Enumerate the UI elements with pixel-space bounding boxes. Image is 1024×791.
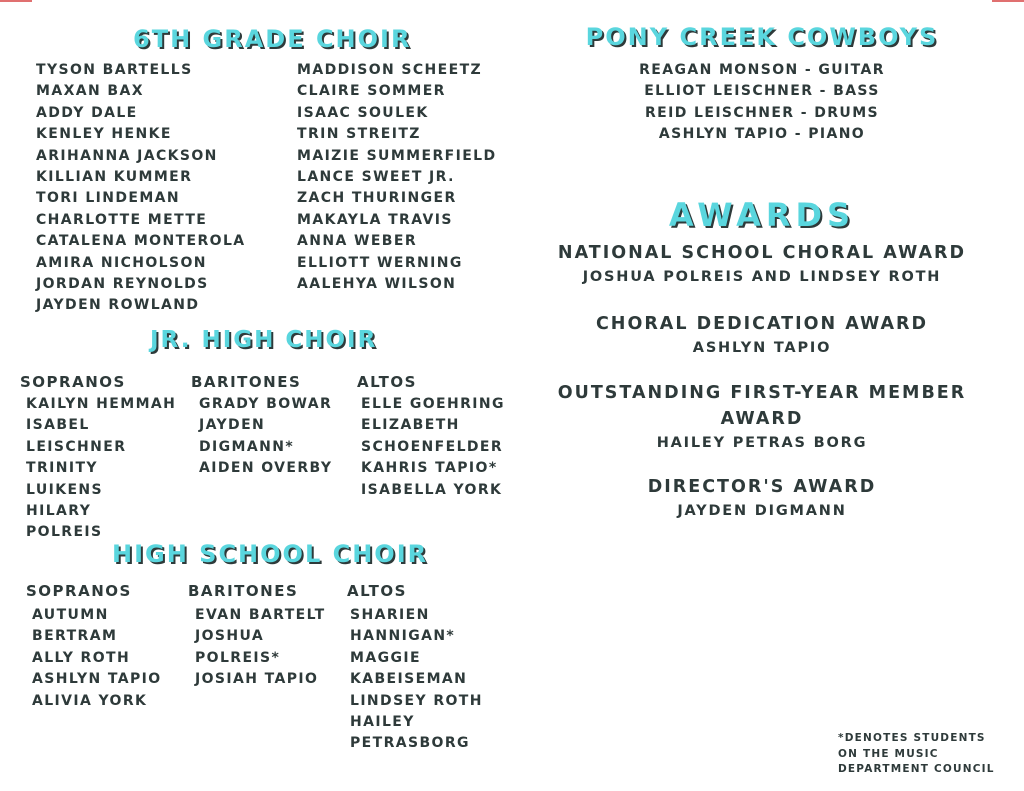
name-entry: ANNA WEBER (297, 233, 417, 250)
name-entry: KAILYN HEMMAH (26, 396, 177, 412)
name-entry: MAXAN BAX (36, 83, 144, 100)
name-entry: ZACH THURINGER (297, 190, 457, 207)
name-entry: ADDY DALE (36, 104, 138, 121)
award-name-line-1: OUTSTANDING FIRST-YEAR MEMBER (557, 383, 967, 403)
name-entry: GRADY BOWAR (199, 396, 333, 412)
name-entry: LUIKENS (26, 481, 104, 498)
award-winner: JAYDEN DIGMANN (677, 503, 847, 519)
award-choral-dedication (540, 311, 984, 359)
name-entry: HAILEY (350, 714, 415, 731)
name-entry: BERTRAM (32, 628, 118, 645)
award-winner: HAILEY PETRAS BORG (656, 435, 868, 451)
name-entry: REID LEISCHNER - DRUMS (644, 104, 880, 121)
name-entry: ISABELLA YORK (361, 481, 503, 498)
name-entry: ALLY ROTH (32, 649, 131, 666)
name-entry: LANCE SWEET JR. (297, 169, 455, 186)
name-entry: ELLIOTT WERNING (297, 254, 463, 271)
name-entry: POLREIS* (195, 649, 281, 666)
jr-high-sopranos-heading: SOPRANOS (20, 373, 126, 391)
name-entry: LEISCHNER (26, 438, 127, 455)
jr-high-baritones-heading: BARITONES (191, 373, 302, 391)
name-entry: EVAN BARTELT (195, 607, 326, 623)
award-winner: ASHLYN TAPIO (692, 340, 832, 356)
name-entry: KAHRIS TAPIO* (361, 460, 498, 477)
name-entry: MADDISON SCHEETZ (297, 62, 483, 78)
name-entry: JOSHUA (195, 628, 265, 645)
corner-accent-right (992, 0, 1024, 2)
award-name: DIRECTOR'S AWARD (647, 477, 877, 497)
jr-high-altos-list (361, 394, 505, 501)
award-outstanding-first-year (540, 380, 984, 454)
name-entry: AALEHYA WILSON (297, 276, 457, 293)
name-entry: SCHOENFELDER (361, 438, 504, 455)
award-directors (540, 474, 984, 522)
name-entry: ELLE GOEHRING (361, 396, 505, 412)
name-entry: ARIHANNA JACKSON (36, 147, 218, 164)
name-entry: LINDSEY ROTH (350, 692, 483, 709)
high-school-altos-heading: ALTOS (347, 582, 407, 600)
name-entry: REAGAN MONSON - GUITAR (639, 62, 885, 78)
name-entry: DIGMANN* (199, 438, 295, 455)
name-entry: AIDEN OVERBY (199, 460, 333, 477)
name-entry: JOSIAH TAPIO (195, 671, 319, 688)
name-entry: ELLIOT LEISCHNER - BASS (644, 83, 880, 100)
award-winner: JOSHUA POLREIS AND LINDSEY ROTH (582, 269, 942, 285)
name-entry: JAYDEN (199, 417, 266, 434)
footnote-line: ON THE MUSIC (838, 747, 939, 760)
name-entry: TRINITY (26, 460, 98, 477)
high-school-baritones-heading: BARITONES (188, 582, 299, 600)
name-entry: TYSON BARTELLS (36, 62, 193, 78)
council-footnote (838, 731, 1013, 778)
name-entry: KABEISEMAN (350, 671, 468, 688)
name-entry: HILARY (26, 503, 92, 520)
jr-high-baritones-list (199, 394, 332, 480)
sixth-grade-title: 6TH GRADE CHOIR (133, 25, 412, 53)
high-school-sopranos-list (32, 605, 162, 712)
name-entry: ISAAC SOULEK (297, 104, 429, 121)
name-entry: CLAIRE SOMMER (297, 83, 446, 100)
name-entry: ASHLYN TAPIO - PIANO (658, 126, 866, 143)
sixth-grade-column-2 (297, 60, 497, 295)
footnote-line: DEPARTMENT COUNCIL (838, 763, 995, 775)
name-entry: MAGGIE (350, 649, 421, 666)
award-name: CHORAL DEDICATION AWARD (595, 314, 929, 334)
name-entry: MAIZIE SUMMERFIELD (297, 147, 497, 164)
name-entry: MAKAYLA TRAVIS (297, 211, 453, 228)
name-entry: ELIZABETH (361, 417, 460, 434)
name-entry: POLREIS (26, 524, 103, 541)
name-entry: SHARIEN (350, 607, 430, 623)
jr-high-altos-heading: ALTOS (357, 373, 417, 391)
high-school-sopranos-heading: SOPRANOS (26, 582, 132, 600)
name-entry: ALIVIA YORK (32, 692, 148, 709)
award-national-school-choral (540, 240, 984, 288)
name-entry: HANNIGAN* (350, 628, 456, 645)
name-entry: AMIRA NICHOLSON (36, 254, 207, 271)
name-entry: TORI LINDEMAN (36, 190, 181, 207)
footnote-line: *DENOTES STUDENTS (838, 732, 986, 744)
high-school-altos-list (350, 605, 483, 755)
jr-high-sopranos-list (26, 394, 176, 544)
pony-creek-title: PONY CREEK COWBOYS (585, 23, 939, 51)
high-school-title: HIGH SCHOOL CHOIR (112, 540, 429, 568)
name-entry: KILLIAN KUMMER (36, 169, 193, 186)
award-name-line-2: AWARD (720, 409, 804, 429)
name-entry: PETRASBORG (350, 735, 470, 752)
high-school-baritones-list (195, 605, 326, 691)
name-entry: CHARLOTTE METTE (36, 211, 208, 228)
jr-high-title: JR. HIGH CHOIR (150, 327, 378, 353)
name-entry: AUTUMN (32, 607, 109, 623)
award-name: NATIONAL SCHOOL CHORAL AWARD (557, 243, 967, 263)
name-entry: CATALENA MONTEROLA (36, 233, 246, 250)
name-entry: ISABEL (26, 417, 90, 434)
corner-accent-left (0, 0, 32, 2)
name-entry: JAYDEN ROWLAND (36, 297, 200, 314)
name-entry: TRIN STREITZ (297, 126, 421, 143)
name-entry: KENLEY HENKE (36, 126, 172, 143)
awards-title: AWARDS (668, 196, 856, 234)
sixth-grade-column-1 (36, 60, 246, 317)
name-entry: JORDAN REYNOLDS (36, 276, 209, 293)
name-entry: ASHLYN TAPIO (32, 671, 162, 688)
pony-creek-members (560, 60, 964, 146)
